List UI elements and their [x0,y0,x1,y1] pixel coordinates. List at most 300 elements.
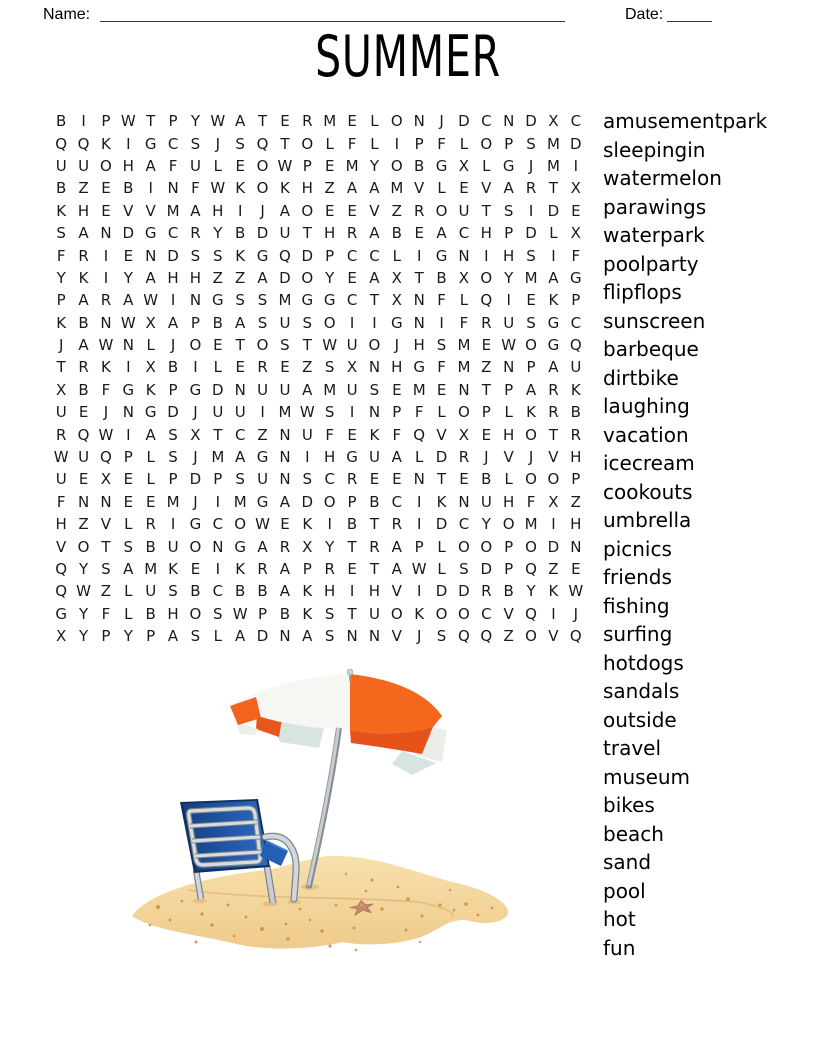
grid-cell-r14c22: K [526,403,536,422]
grid-cell-r1c10: T [257,112,268,131]
grid-cell-r18c14: P [347,492,357,511]
word-list-item: travel [603,736,662,760]
grid-cell-r22c16: V [391,582,402,601]
grid-cell-r19c9: O [234,515,247,534]
grid-cell-r22c3: Z [100,582,112,601]
grid-cell-r14c18: L [437,403,446,422]
grid-cell-r20c4: S [123,537,134,556]
grid-cell-r19c19: C [458,515,470,534]
grid-cell-r4c22: R [525,179,537,198]
grid-cell-r5c1: K [56,201,67,220]
grid-cell-r8c15: A [369,268,380,287]
grid-cell-r3c21: G [502,156,515,175]
grid-cell-r20c1: V [56,537,67,556]
grid-cell-r2c21: P [504,134,514,153]
grid-cell-r24c16: V [391,627,402,646]
grid-cell-r7c22: S [526,246,536,265]
grid-cell-r10c10: S [257,313,268,332]
grid-cell-r18c6: M [166,492,180,511]
grid-cell-r6c14: R [346,224,358,243]
grid-cell-r7c24: F [571,246,581,265]
grid-cell-r2c19: L [459,134,469,153]
grid-cell-r1c3: P [101,112,111,131]
grid-cell-r24c11: N [279,627,291,646]
grid-cell-r23c14: T [347,604,357,623]
grid-cell-r1c8: W [210,112,226,131]
grid-cell-r18c17: I [416,492,422,511]
grid-cell-r4c18: L [437,179,446,198]
grid-cell-r6c9: B [235,224,246,243]
grid-cell-r9c5: W [143,291,159,310]
grid-cell-r9c4: A [123,291,134,310]
grid-cell-r19c6: I [170,515,176,534]
grid-cell-r24c21: Z [503,627,514,646]
grid-cell-r15c7: X [190,425,201,444]
grid-cell-r19c16: R [391,515,403,534]
grid-cell-r11c4: N [122,336,134,355]
grid-cell-r2c4: I [126,134,131,153]
grid-cell-r23c11: B [279,604,291,623]
word-list-item: vacation [603,422,689,447]
grid-cell-r3c22: J [528,156,534,175]
grid-cell-r8c20: O [480,268,493,287]
grid-cell-r23c7: O [189,604,202,623]
grid-cell-r8c18: B [436,268,447,287]
grid-cell-r9c20: Q [480,291,493,310]
grid-cell-r14c4: N [122,403,134,422]
grid-cell-r7c11: Q [279,246,291,265]
grid-cell-r8c5: A [145,268,156,287]
grid-cell-r3c16: O [390,156,403,175]
grid-cell-r15c4: I [126,425,131,444]
grid-cell-r3c23: M [546,156,560,175]
grid-cell-r11c21: W [501,336,517,355]
grid-cell-r8c13: Y [325,268,335,287]
grid-cell-r12c12: Z [302,358,313,377]
grid-cell-r13c20: T [481,380,491,399]
grid-cell-r11c13: W [322,336,338,355]
grid-cell-r11c11: S [280,336,290,355]
grid-cell-r9c16: X [391,291,402,310]
grid-cell-r9c7: N [189,291,202,310]
grid-cell-r4c5: I [148,179,153,198]
grid-cell-r5c15: V [369,201,380,220]
grid-cell-r24c20: Q [480,627,493,646]
grid-cell-r10c22: S [526,313,536,332]
grid-cell-r15c23: T [548,425,559,444]
grid-cell-r12c6: B [167,358,179,377]
grid-cell-r24c7: S [190,627,201,646]
grid-cell-r3c15: Y [369,156,380,175]
grid-cell-r16c18: D [435,448,448,467]
grid-cell-r9c6: I [170,291,176,310]
grid-cell-r7c15: C [369,246,380,265]
grid-cell-r1c17: N [413,112,425,131]
grid-cell-r6c2: A [78,224,89,243]
grid-cell-r4c15: A [369,179,380,198]
grid-cell-r15c21: H [503,425,515,444]
grid-cell-r10c5: X [145,313,156,332]
grid-cell-r8c24: G [570,268,582,287]
word-list-item: dirtbike [603,365,679,390]
grid-cell-r17c15: E [369,470,380,489]
grid-cell-r17c22: O [525,470,537,489]
grid-cell-r7c20: I [484,246,489,265]
word-list [603,107,767,962]
grid-cell-r23c15: U [368,604,380,623]
grid-cell-r10c1: K [56,313,67,332]
grid-cell-r2c17: P [414,134,424,153]
grid-cell-r16c8: M [211,448,225,467]
grid-cell-r15c6: S [168,425,178,444]
grid-cell-r17c10: U [257,470,269,489]
grid-cell-r3c5: A [145,156,156,175]
grid-cell-r19c14: B [346,515,358,534]
grid-cell-r19c23: I [551,515,556,534]
grid-cell-r15c24: R [570,425,582,444]
grid-cell-r6c13: H [324,224,336,243]
grid-cell-r4c3: E [101,179,111,198]
grid-cell-r5c20: T [481,201,491,220]
grid-cell-r23c9: W [232,604,248,623]
grid-cell-r7c18: G [435,246,448,265]
grid-cell-r5c11: A [279,201,291,220]
grid-cell-r21c7: E [190,560,201,578]
word-list-item: laughing [603,394,690,418]
grid-cell-r10c19: F [459,313,469,332]
grid-cell-r16c19: R [458,448,470,467]
grid-cell-r16c15: U [368,448,380,467]
grid-cell-r9c2: A [78,291,89,310]
word-list-item: bikes [603,793,655,817]
grid-cell-r21c9: K [235,560,246,578]
grid-cell-r10c7: P [190,313,200,332]
grid-cell-r6c24: X [570,224,581,243]
grid-cell-r15c15: K [369,425,380,444]
grid-cell-r14c21: L [504,403,513,422]
grid-cell-r18c10: G [256,492,269,511]
grid-cell-r12c10: R [257,358,268,377]
grid-cell-r21c15: T [369,560,380,578]
grid-cell-r24c1: X [56,627,67,646]
word-list-item: sleepingin [603,137,706,162]
grid-cell-r16c7: J [193,448,198,467]
grid-cell-r10c15: I [372,313,377,332]
grid-cell-r5c12: O [301,201,314,220]
grid-cell-r4c16: M [390,179,404,198]
grid-cell-r24c4: Y [123,627,133,646]
grid-cell-r8c23: A [548,268,559,287]
grid-cell-r19c24: H [570,515,582,534]
grid-cell-r23c1: G [55,604,67,623]
grid-cell-r11c23: G [547,336,560,355]
grid-cell-r21c11: A [279,560,291,578]
grid-cell-r15c16: F [392,425,402,444]
grid-cell-r14c11: M [278,403,292,422]
word-list-item: umbrella [603,508,692,532]
grid-cell-r21c19: S [459,560,469,578]
grid-cell-r2c13: L [325,134,334,153]
grid-cell-r7c6: D [167,246,179,265]
grid-cell-r14c3: J [103,403,109,422]
word-list-item: friends [603,565,672,589]
grid-cell-r20c5: B [145,537,156,556]
grid-cell-r18c15: B [369,492,380,511]
grid-cell-r22c18: D [435,582,448,601]
grid-cell-r17c13: C [324,470,335,489]
date-blank-line[interactable] [667,2,712,22]
grid-cell-r13c22: A [525,380,537,399]
word-list-item: watermelon [603,166,722,190]
grid-cell-r12c17: G [413,358,425,377]
grid-cell-r20c8: N [212,537,224,556]
grid-cell-r20c7: O [189,537,202,556]
grid-cell-r7c14: C [346,246,358,265]
grid-cell-r22c4: L [124,582,133,601]
grid-cell-r18c1: F [56,492,66,511]
grid-cell-r12c4: I [126,358,131,377]
grid-cell-r4c2: Z [78,179,89,198]
grid-cell-r12c14: X [346,358,358,377]
grid-cell-r2c1: Q [55,134,68,153]
grid-cell-r17c7: D [189,470,202,489]
grid-cell-r9c24: P [571,291,581,310]
grid-cell-r2c11: T [280,134,290,153]
grid-cell-r22c15: H [368,582,381,601]
grid-cell-r10c2: B [78,313,89,332]
grid-cell-r15c14: E [347,425,357,444]
grid-cell-r6c8: Y [213,224,223,243]
word-list-item: flipflops [603,280,682,304]
grid-cell-r1c5: T [146,112,156,131]
grid-cell-r8c7: H [189,268,202,287]
grid-cell-r12c16: H [391,358,403,377]
grid-cell-r6c23: L [549,224,558,243]
grid-cell-r19c7: G [189,515,202,534]
grid-cell-r2c22: S [526,134,536,153]
grid-cell-r15c11: N [279,425,291,444]
grid-cell-r24c5: P [146,627,156,646]
grid-cell-r18c7: J [193,492,198,511]
grid-cell-r21c13: R [324,560,335,578]
word-list-item: barbeque [603,337,699,361]
grid-cell-r18c23: X [548,492,559,511]
grid-cell-r16c10: G [256,448,269,467]
grid-cell-r1c6: P [168,112,178,131]
grid-cell-r2c16: I [394,134,400,153]
grid-cell-r16c4: P [123,448,133,467]
grid-cell-r6c1: S [56,224,66,243]
grid-cell-r16c14: G [346,448,358,467]
grid-cell-r24c22: O [525,627,537,646]
grid-cell-r21c22: Q [525,560,537,578]
grid-cell-r3c19: X [458,156,470,175]
grid-cell-r5c23: D [547,201,560,220]
grid-cell-r5c16: Z [391,201,402,220]
grid-cell-r4c7: F [191,179,200,198]
grid-cell-r1c16: O [390,112,403,131]
word-list-item: sandals [603,679,680,703]
grid-cell-r16c5: L [146,448,155,467]
grid-cell-r5c14: E [347,201,357,220]
grid-cell-r9c21: I [506,291,511,310]
grid-cell-r1c4: W [120,112,136,131]
grid-cell-r10c21: U [503,313,515,332]
word-search-grid [50,110,587,648]
grid-cell-r15c2: Q [77,425,90,444]
grid-cell-r19c11: E [280,515,290,534]
grid-cell-r20c9: G [234,537,246,556]
grid-cell-r6c19: C [458,224,470,243]
grid-cell-r13c2: B [78,380,89,399]
grid-cell-r5c9: I [237,201,243,220]
grid-cell-r1c15: L [370,112,379,131]
grid-cell-r13c11: U [279,380,291,399]
grid-cell-r21c21: P [504,560,514,578]
grid-cell-r12c3: K [101,358,111,377]
grid-cell-r16c21: V [503,448,514,467]
grid-cell-r24c18: S [436,627,447,646]
grid-cell-r4c23: T [548,179,559,198]
grid-cell-r19c5: R [145,515,156,534]
grid-cell-r11c5: L [146,336,155,355]
grid-cell-r1c23: X [548,112,559,131]
grid-cell-r1c7: Y [190,112,201,131]
grid-cell-r11c14: U [346,336,358,355]
grid-cell-r18c5: E [145,492,156,511]
grid-cell-r14c17: F [414,403,424,422]
grid-cell-r13c12: A [302,380,313,399]
grid-cell-r20c14: T [347,537,357,556]
date-label: Date: [625,6,664,23]
grid-cell-r20c17: P [414,537,424,556]
grid-cell-r3c9: E [235,156,245,175]
grid-cell-r23c17: K [414,604,425,623]
word-list-item: museum [603,764,691,789]
grid-cell-r19c8: C [212,515,224,534]
grid-cell-r19c18: D [435,515,448,534]
grid-cell-r10c20: R [481,313,492,332]
grid-cell-r24c9: A [235,627,246,646]
grid-cell-r22c2: W [76,582,91,601]
grid-cell-r13c14: U [346,380,358,399]
grid-cell-r20c15: R [369,537,380,556]
grid-cell-r13c21: P [504,380,514,399]
grid-cell-r2c23: M [546,134,560,153]
grid-cell-r16c12: I [305,448,310,467]
grid-cell-r1c14: E [347,112,357,131]
grid-cell-r20c18: L [437,537,446,556]
grid-cell-r19c3: V [100,515,112,534]
grid-cell-r3c10: O [256,156,269,175]
grid-cell-r11c17: H [413,336,425,355]
grid-cell-r24c10: D [256,627,269,646]
grid-cell-r6c20: H [480,224,492,243]
grid-cell-r4c21: A [503,179,514,198]
grid-cell-r23c21: V [503,604,514,623]
grid-cell-r7c5: N [145,246,157,265]
grid-cell-r10c11: U [279,313,291,332]
grid-cell-r16c3: Q [100,448,112,467]
grid-cell-r13c23: R [548,380,559,399]
grid-cell-r9c13: G [323,291,336,310]
grid-cell-r8c10: A [257,268,268,287]
grid-cell-r21c20: D [480,560,493,578]
grid-cell-r13c10: U [257,380,269,399]
grid-cell-r10c13: O [323,313,336,332]
grid-cell-r17c19: E [459,470,469,489]
grid-cell-r3c1: U [55,156,67,175]
grid-cell-r2c7: S [190,134,201,153]
grid-cell-r12c5: X [145,358,156,377]
grid-cell-r14c20: P [481,403,491,422]
grid-cell-r24c13: S [324,627,335,646]
grid-cell-r9c3: R [100,291,112,310]
grid-cell-r14c23: R [548,403,559,422]
grid-cell-r12c15: N [368,358,381,377]
grid-cell-r7c7: S [190,246,201,265]
grid-cell-r19c17: I [416,515,422,534]
grid-cell-r15c19: X [458,425,470,444]
grid-cell-r11c1: J [58,336,64,355]
grid-cell-r23c6: H [167,604,179,623]
grid-cell-r3c4: H [122,156,134,175]
grid-cell-r6c21: P [504,224,514,243]
grid-cell-r23c19: O [458,604,470,623]
grid-cell-r6c16: B [391,224,402,243]
word-list-item: waterpark [603,223,705,247]
grid-cell-r9c22: E [526,291,536,310]
grid-cell-r21c23: Z [548,560,559,578]
name-blank-line[interactable] [100,2,565,22]
grid-cell-r18c22: F [526,492,536,511]
grid-cell-r13c8: D [212,380,224,399]
grid-cell-r21c17: W [411,560,427,578]
sand [132,856,508,952]
grid-cell-r19c13: I [327,515,332,534]
grid-cell-r5c22: I [528,201,534,220]
grid-cell-r1c11: E [280,112,290,131]
grid-cell-r17c21: L [504,470,513,489]
grid-cell-r7c19: N [458,246,470,265]
grid-cell-r18c11: A [279,492,291,511]
grid-cell-r22c20: R [481,582,492,601]
grid-cell-r6c10: D [256,224,269,243]
grid-cell-r12c21: N [503,358,515,377]
grid-cell-r13c13: M [323,380,337,399]
grid-cell-r3c2: U [78,156,90,175]
grid-cell-r14c12: W [299,403,315,422]
grid-cell-r14c14: I [349,403,355,422]
grid-cell-r4c8: W [210,179,226,198]
grid-cell-r13c3: F [101,380,111,399]
grid-cell-r15c20: E [481,425,492,444]
grid-cell-r4c1: B [56,179,67,198]
grid-cell-r17c14: R [346,470,358,489]
grid-cell-r10c4: W [120,313,136,332]
grid-cell-r6c11: U [279,224,291,243]
grid-cell-r11c15: O [368,336,381,355]
word-list-item: icecream [603,451,695,475]
grid-cell-r21c18: L [437,560,446,578]
grid-cell-r13c17: M [412,380,426,399]
grid-cell-r8c3: I [103,268,109,287]
grid-cell-r8c11: D [279,268,291,287]
grid-cell-r2c18: F [437,134,446,153]
word-list-item: surfing [603,622,673,646]
grid-cell-r9c8: G [212,291,224,310]
grid-cell-r8c8: Z [212,268,223,287]
